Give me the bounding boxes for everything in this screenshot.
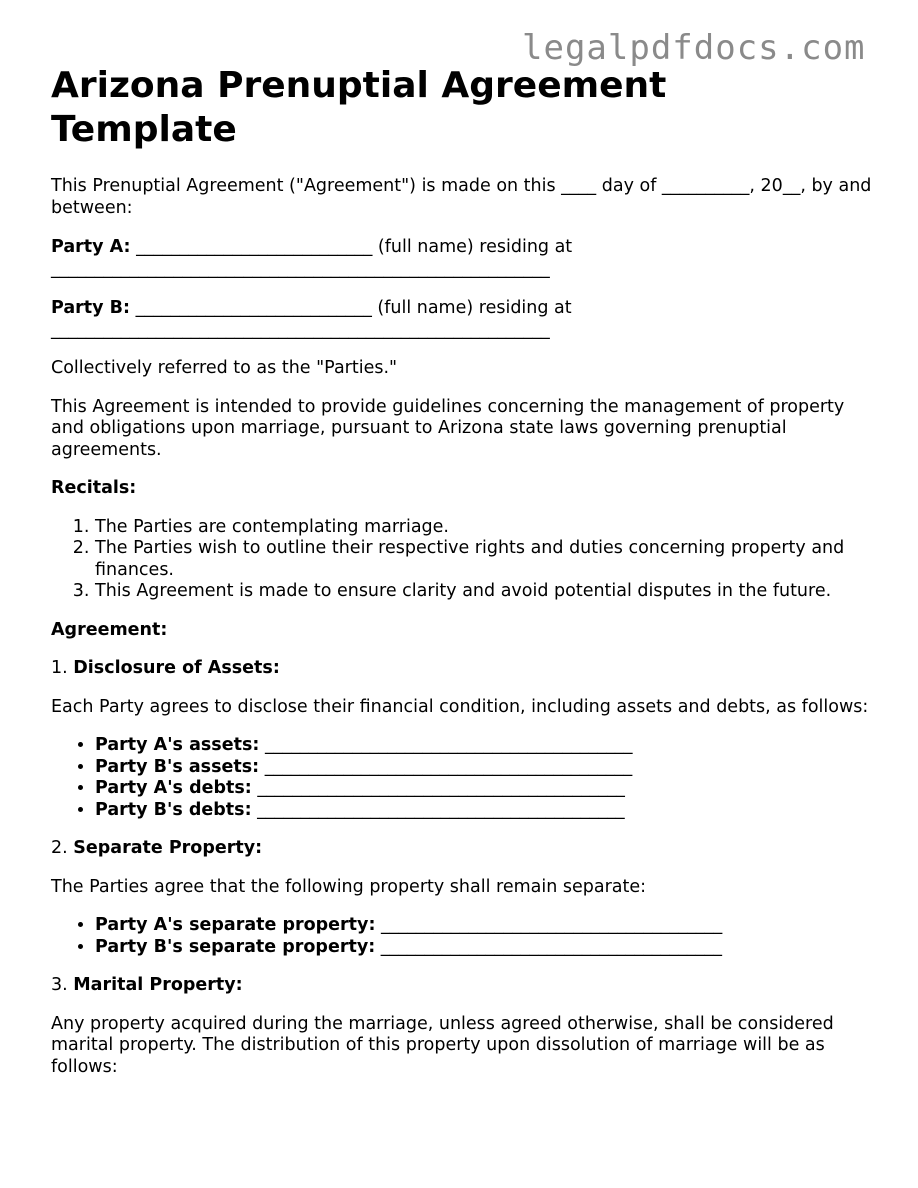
party-a-label: Party A: <box>51 237 131 257</box>
list-item: • Party A's debts: __________________________________________ <box>95 778 881 800</box>
assets-list <box>51 735 881 821</box>
section-2-heading: 2. Separate Property: <box>51 838 263 858</box>
watermark: legalpdfdocs.com <box>522 28 866 68</box>
collective-paragraph: Collectively referred to as the "Parties." <box>51 358 398 378</box>
list-item: • Party B's separate property: _______________________________________ <box>95 937 881 959</box>
party-a-blank: ___________________________ (full name) residing at _________________________________________________________ <box>51 237 573 279</box>
section-1-heading: 1. Disclosure of Assets: <box>51 658 280 678</box>
agreement-heading: Agreement: <box>51 619 168 640</box>
party-b-line <box>51 298 881 341</box>
list-item: 3. This Agreement is made to ensure clarity and avoid potential disputes in the future. <box>95 581 881 603</box>
separate-property-list <box>51 915 881 958</box>
intro-paragraph: This Prenuptial Agreement ("Agreement") is made on this ____ day of __________, 20__, by and between: <box>51 176 872 218</box>
party-b-label: Party B: <box>51 298 130 318</box>
list-item: • Party B's debts: __________________________________________ <box>95 800 881 822</box>
section-3-text: Any property acquired during the marriage, unless agreed otherwise, shall be considered marital property. The distribution of this property upon dissolution of marriage will be as follows: <box>51 1013 834 1077</box>
party-b-blank: ___________________________ (full name) residing at _________________________________________________________ <box>51 298 572 340</box>
document-page <box>51 64 881 1078</box>
list-item: • Party A's assets: __________________________________________ <box>95 735 881 757</box>
recitals-list <box>51 517 881 603</box>
list-item: 1. The Parties are contemplating marriage. <box>95 517 881 539</box>
party-a-line <box>51 237 881 280</box>
recitals-heading: Recitals: <box>51 478 137 498</box>
purpose-paragraph: This Agreement is intended to provide guidelines concerning the management of property and obligations upon marriage, pursuant to Arizona state laws governing prenuptial agreements. <box>51 396 845 460</box>
section-2-text: The Parties agree that the following property shall remain separate: <box>51 876 647 897</box>
document-title: Arizona Prenuptial Agreement Template <box>51 65 667 150</box>
list-item: • Party A's separate property: _______________________________________ <box>95 915 881 937</box>
list-item: • Party B's assets: __________________________________________ <box>95 757 881 779</box>
section-3-heading: 3. Marital Property: <box>51 975 243 995</box>
list-item: 2. The Parties wish to outline their respective rights and duties concerning property and finances. <box>95 538 881 581</box>
section-1-text: Each Party agrees to disclose their financial condition, including assets and debts, as follows: <box>51 696 869 717</box>
